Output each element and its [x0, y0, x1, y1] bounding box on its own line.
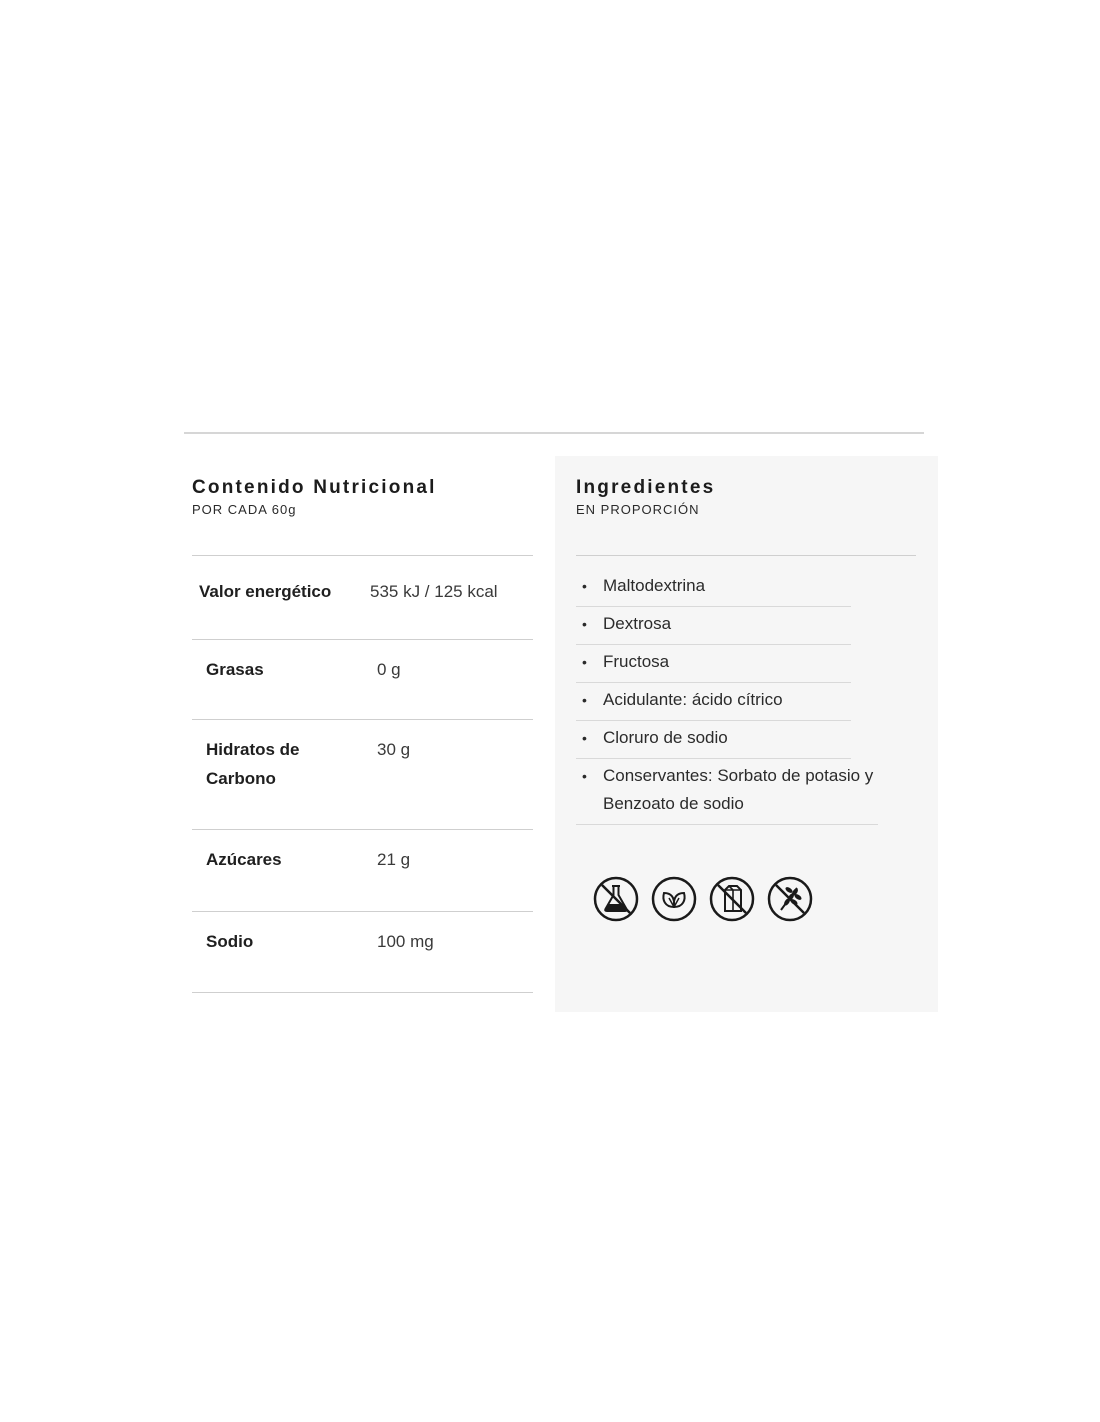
ingredient-text: Dextrosa	[603, 614, 672, 633]
nutrient-value: 535 kJ / 125 kcal	[370, 582, 498, 601]
list-item	[576, 645, 851, 683]
nutrition-table	[192, 555, 533, 993]
nutrition-title: Contenido Nutricional	[192, 477, 437, 498]
bullet: •	[582, 616, 587, 632]
gluten-free-icon	[767, 876, 813, 922]
ingredient-text: Conservantes: Sorbato de potasio y Benzoato de sodio	[603, 766, 874, 813]
nutrition-panel	[192, 476, 533, 951]
nutrient-label: Hidratos de Carbono	[206, 740, 300, 788]
nutrient-label: Valor energético	[199, 582, 332, 601]
table-row	[192, 912, 533, 993]
bullet: •	[582, 578, 587, 594]
bullet: •	[582, 730, 587, 746]
ingredients-divider	[576, 555, 916, 556]
ingredient-text: Maltodextrina	[603, 576, 706, 595]
nutrient-value: 0 g	[377, 660, 401, 679]
no-lactose-icon	[709, 876, 755, 922]
list-item	[576, 721, 851, 759]
ingredient-text: Fructosa	[603, 652, 670, 671]
badge-row	[593, 876, 813, 922]
table-row	[192, 830, 533, 912]
nutrient-value: 100 mg	[377, 932, 434, 951]
bullet: •	[582, 692, 587, 708]
nutrient-label: Sodio	[206, 932, 254, 951]
nutrient-value: 30 g	[377, 740, 411, 759]
table-row	[192, 556, 533, 640]
section-divider	[184, 432, 924, 434]
table-row	[192, 720, 533, 830]
ingredients-panel	[555, 456, 938, 1012]
nutrition-subtitle: POR CADA 60g	[192, 502, 297, 517]
list-item	[576, 607, 851, 645]
ingredients-subtitle: EN PROPORCIÓN	[576, 502, 700, 517]
list-item	[576, 683, 851, 721]
nutrient-label: Azúcares	[206, 850, 282, 869]
bullet: •	[582, 654, 587, 670]
ingredient-text: Cloruro de sodio	[603, 728, 728, 747]
no-chemicals-icon	[593, 876, 639, 922]
ingredients-list	[576, 569, 874, 825]
bullet: •	[582, 768, 587, 784]
table-row	[192, 640, 533, 720]
list-item	[576, 569, 851, 607]
nutrient-label: Grasas	[206, 660, 264, 679]
nutrient-value: 21 g	[377, 850, 411, 869]
list-item	[576, 759, 878, 825]
vegan-icon	[651, 876, 697, 922]
ingredient-text: Acidulante: ácido cítrico	[603, 690, 783, 709]
ingredients-title: Ingredientes	[576, 477, 716, 498]
